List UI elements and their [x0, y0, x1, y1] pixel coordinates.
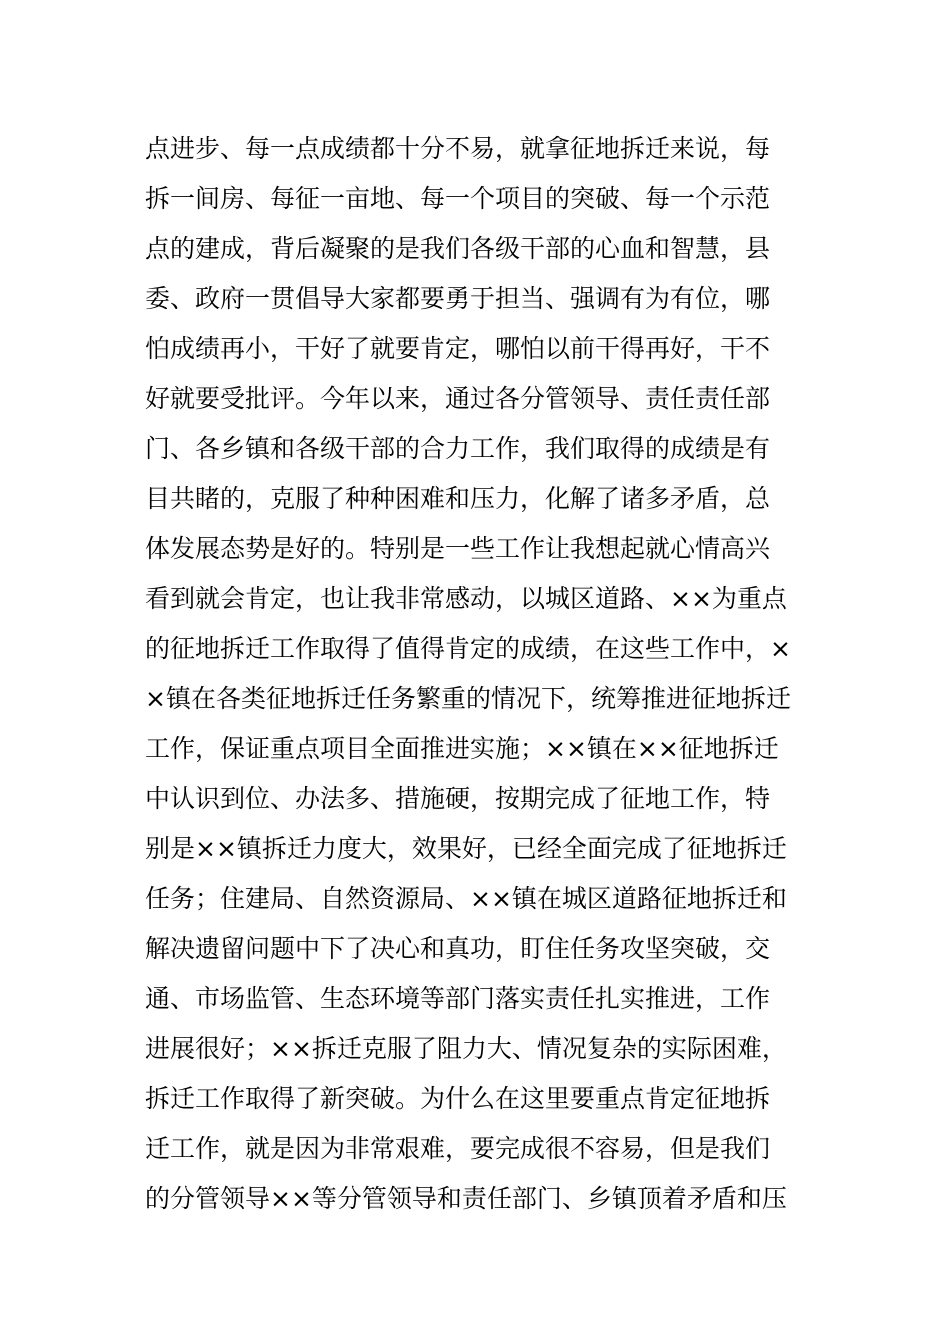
text-line: 点进步、每一点成绩都十分不易，就拿征地拆迁来说，每 — [145, 134, 771, 163]
text-line: 好就要受批评。今年以来，通过各分管领导、责任责任部 — [145, 384, 771, 413]
text-line: 门、各乡镇和各级干部的合力工作，我们取得的成绩是有 — [145, 434, 771, 463]
text-line: 委、政府一贯倡导大家都要勇于担当、强调有为有位，哪 — [145, 284, 771, 313]
text-line: 目共睹的，克服了种种困难和压力，化解了诸多矛盾，总 — [145, 484, 771, 513]
text-line: 体发展态势是好的。特别是一些工作让我想起就心情高兴 — [145, 534, 771, 563]
text-line: 通、市场监管、生态环境等部门落实责任扎实推进，工作 — [145, 984, 771, 1013]
text-line: 的征地拆迁工作取得了值得肯定的成绩，在这些工作中，× — [145, 634, 791, 663]
body-paragraph — [145, 124, 815, 1224]
text-line: 拆一间房、每征一亩地、每一个项目的突破、每一个示范 — [145, 184, 771, 213]
text-line: 别是××镇拆迁力度大，效果好，已经全面完成了征地拆迁 — [145, 834, 787, 863]
text-line: 解决遗留问题中下了决心和真功，盯住任务攻坚突破，交 — [145, 934, 771, 963]
text-line: 点的建成，背后凝聚的是我们各级干部的心血和智慧，县 — [145, 234, 771, 263]
text-line: ×镇在各类征地拆迁任务繁重的情况下，统筹推进征地拆迁 — [145, 684, 791, 713]
text-line: 中认识到位、办法多、措施硬，按期完成了征地工作，特 — [145, 784, 771, 813]
text-line: 进展很好；××拆迁克服了阻力大、情况复杂的实际困难， — [145, 1034, 787, 1063]
text-line: 迁工作，就是因为非常艰难，要完成很不容易，但是我们 — [145, 1134, 771, 1163]
text-line: 怕成绩再小，干好了就要肯定，哪怕以前干得再好，干不 — [145, 334, 771, 363]
text-line: 看到就会肯定，也让我非常感动，以城区道路、××为重点 — [145, 584, 787, 613]
text-line: 的分管领导××等分管领导和责任部门、乡镇顶着矛盾和压 — [145, 1184, 787, 1213]
text-line: 拆迁工作取得了新突破。为什么在这里要重点肯定征地拆 — [145, 1084, 771, 1113]
text-line: 工作，保证重点项目全面推进实施；××镇在××征地拆迁 — [145, 734, 779, 763]
text-line: 任务；住建局、自然资源局、××镇在城区道路征地拆迁和 — [145, 884, 787, 913]
